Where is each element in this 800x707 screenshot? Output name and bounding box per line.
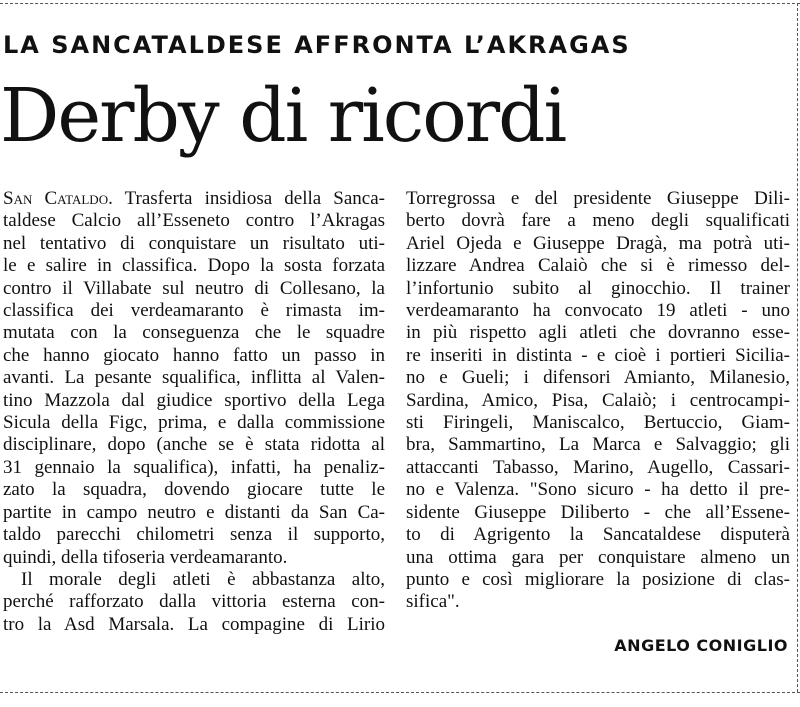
article-line: zato la squadra, dovendo giocare tutte le — [3, 479, 385, 501]
article-line-text: Trasferta insidiosa della Sanca- — [112, 188, 385, 209]
top-dashed-border — [0, 3, 800, 4]
article-line: Torregrossa e del presidente Giuseppe Dili- — [406, 188, 790, 209]
article-line: taldo parecchi chilometri senza il supporto, — [3, 524, 385, 546]
article-line: Sardina, Amico, Pisa, Calaiò; i centrocampi- — [406, 389, 790, 411]
article-byline: ANGELO CONIGLIO — [614, 636, 788, 655]
article-line — [3, 188, 385, 210]
article-line: l’infortunio subito al ginocchio. Il trainer — [406, 277, 790, 299]
article-line: no e Valenza. "Sono sicuro - ha detto il pre- — [406, 479, 790, 501]
article-line: disciplinare, dopo (anche se è stata ridotta al — [3, 434, 385, 456]
article-line: berto dovrà fare a meno degli squalificati — [406, 210, 790, 232]
right-dashed-border — [797, 3, 798, 692]
article-line: in più rispetto agli atleti che dovranno esse- — [406, 322, 790, 344]
article-line: sidente Giuseppe Diliberto - che all’Essene- — [406, 501, 790, 523]
article-line: contro il Villabate sul neutro di Collesano, la — [3, 277, 385, 299]
article-line: partite in campo neutro e distanti da San Ca- — [3, 501, 385, 523]
article-line: attaccanti Tabasso, Marino, Augello, Cassari- — [406, 456, 790, 478]
article-headline: Derby di ricordi — [0, 73, 566, 159]
article-line: classifica dei verdeamaranto è rimasta im- — [3, 300, 385, 322]
article-line: una ottima gara per conquistare almeno un — [406, 546, 790, 568]
bottom-dashed-border — [0, 692, 800, 693]
article-kicker: LA SANCATALDESE AFFRONTA L’AKRAGAS — [3, 31, 631, 59]
article-line: perché rafforzato dalla vittoria esterna con- — [3, 591, 385, 613]
article-line: no e Gueli; i difensori Amianto, Milanesio, — [406, 367, 790, 389]
article-line: to di Agrigento la Sancataldese disputerà — [406, 524, 790, 546]
article-line: re inseriti in distinta - e cioè i portieri Sicilia- — [406, 344, 790, 366]
article-dateline: San Cataldo. — [3, 188, 113, 209]
article-line: tro la Asd Marsala. La compagine di Lirio — [3, 613, 385, 635]
article-line: Il morale degli atleti è abbastanza alto, — [21, 568, 385, 590]
article-column-2 — [406, 188, 790, 614]
article-line: verdeamaranto ha convocato 19 atleti - uno — [406, 300, 790, 322]
article-line: taldese Calcio all’Esseneto contro l’Akragas — [3, 210, 385, 232]
article-line: sifica". — [406, 591, 460, 613]
article-line: avanti. La pesante squalifica, inflitta al Valen- — [3, 367, 385, 389]
article-line: tino Mazzola dal giudice sportivo della Lega — [3, 389, 385, 411]
article-line: le e salire in classifica. Dopo la sosta forzata — [3, 255, 385, 277]
article-line: 31 gennaio la squalifica), infatti, ha penaliz- — [3, 456, 385, 478]
article-line: nel tentativo di conquistare un risultato uti- — [3, 232, 385, 254]
article-line: che hanno giocato hanno fatto un passo in — [3, 344, 385, 366]
article-line: quindi, della tifoseria verdeamaranto. — [3, 546, 288, 568]
article-line: lizzare Andrea Calaiò che si è rimesso del- — [406, 255, 790, 277]
article-line: punto e così migliorare la posizione di clas- — [406, 568, 790, 590]
article-line: Ariel Ojeda e Giuseppe Dragà, ma potrà uti- — [406, 232, 790, 254]
article-column-1 — [3, 188, 385, 636]
article-line: mutata con la conseguenza che le squadre — [3, 322, 385, 344]
article-line: Sicula della Figc, prima, e dalla commissione — [3, 412, 385, 434]
article-line: bra, Sammartino, La Marca e Salvaggio; gli — [406, 434, 790, 456]
article-line: sti Firingeli, Maniscalco, Bertuccio, Giam- — [406, 412, 790, 434]
